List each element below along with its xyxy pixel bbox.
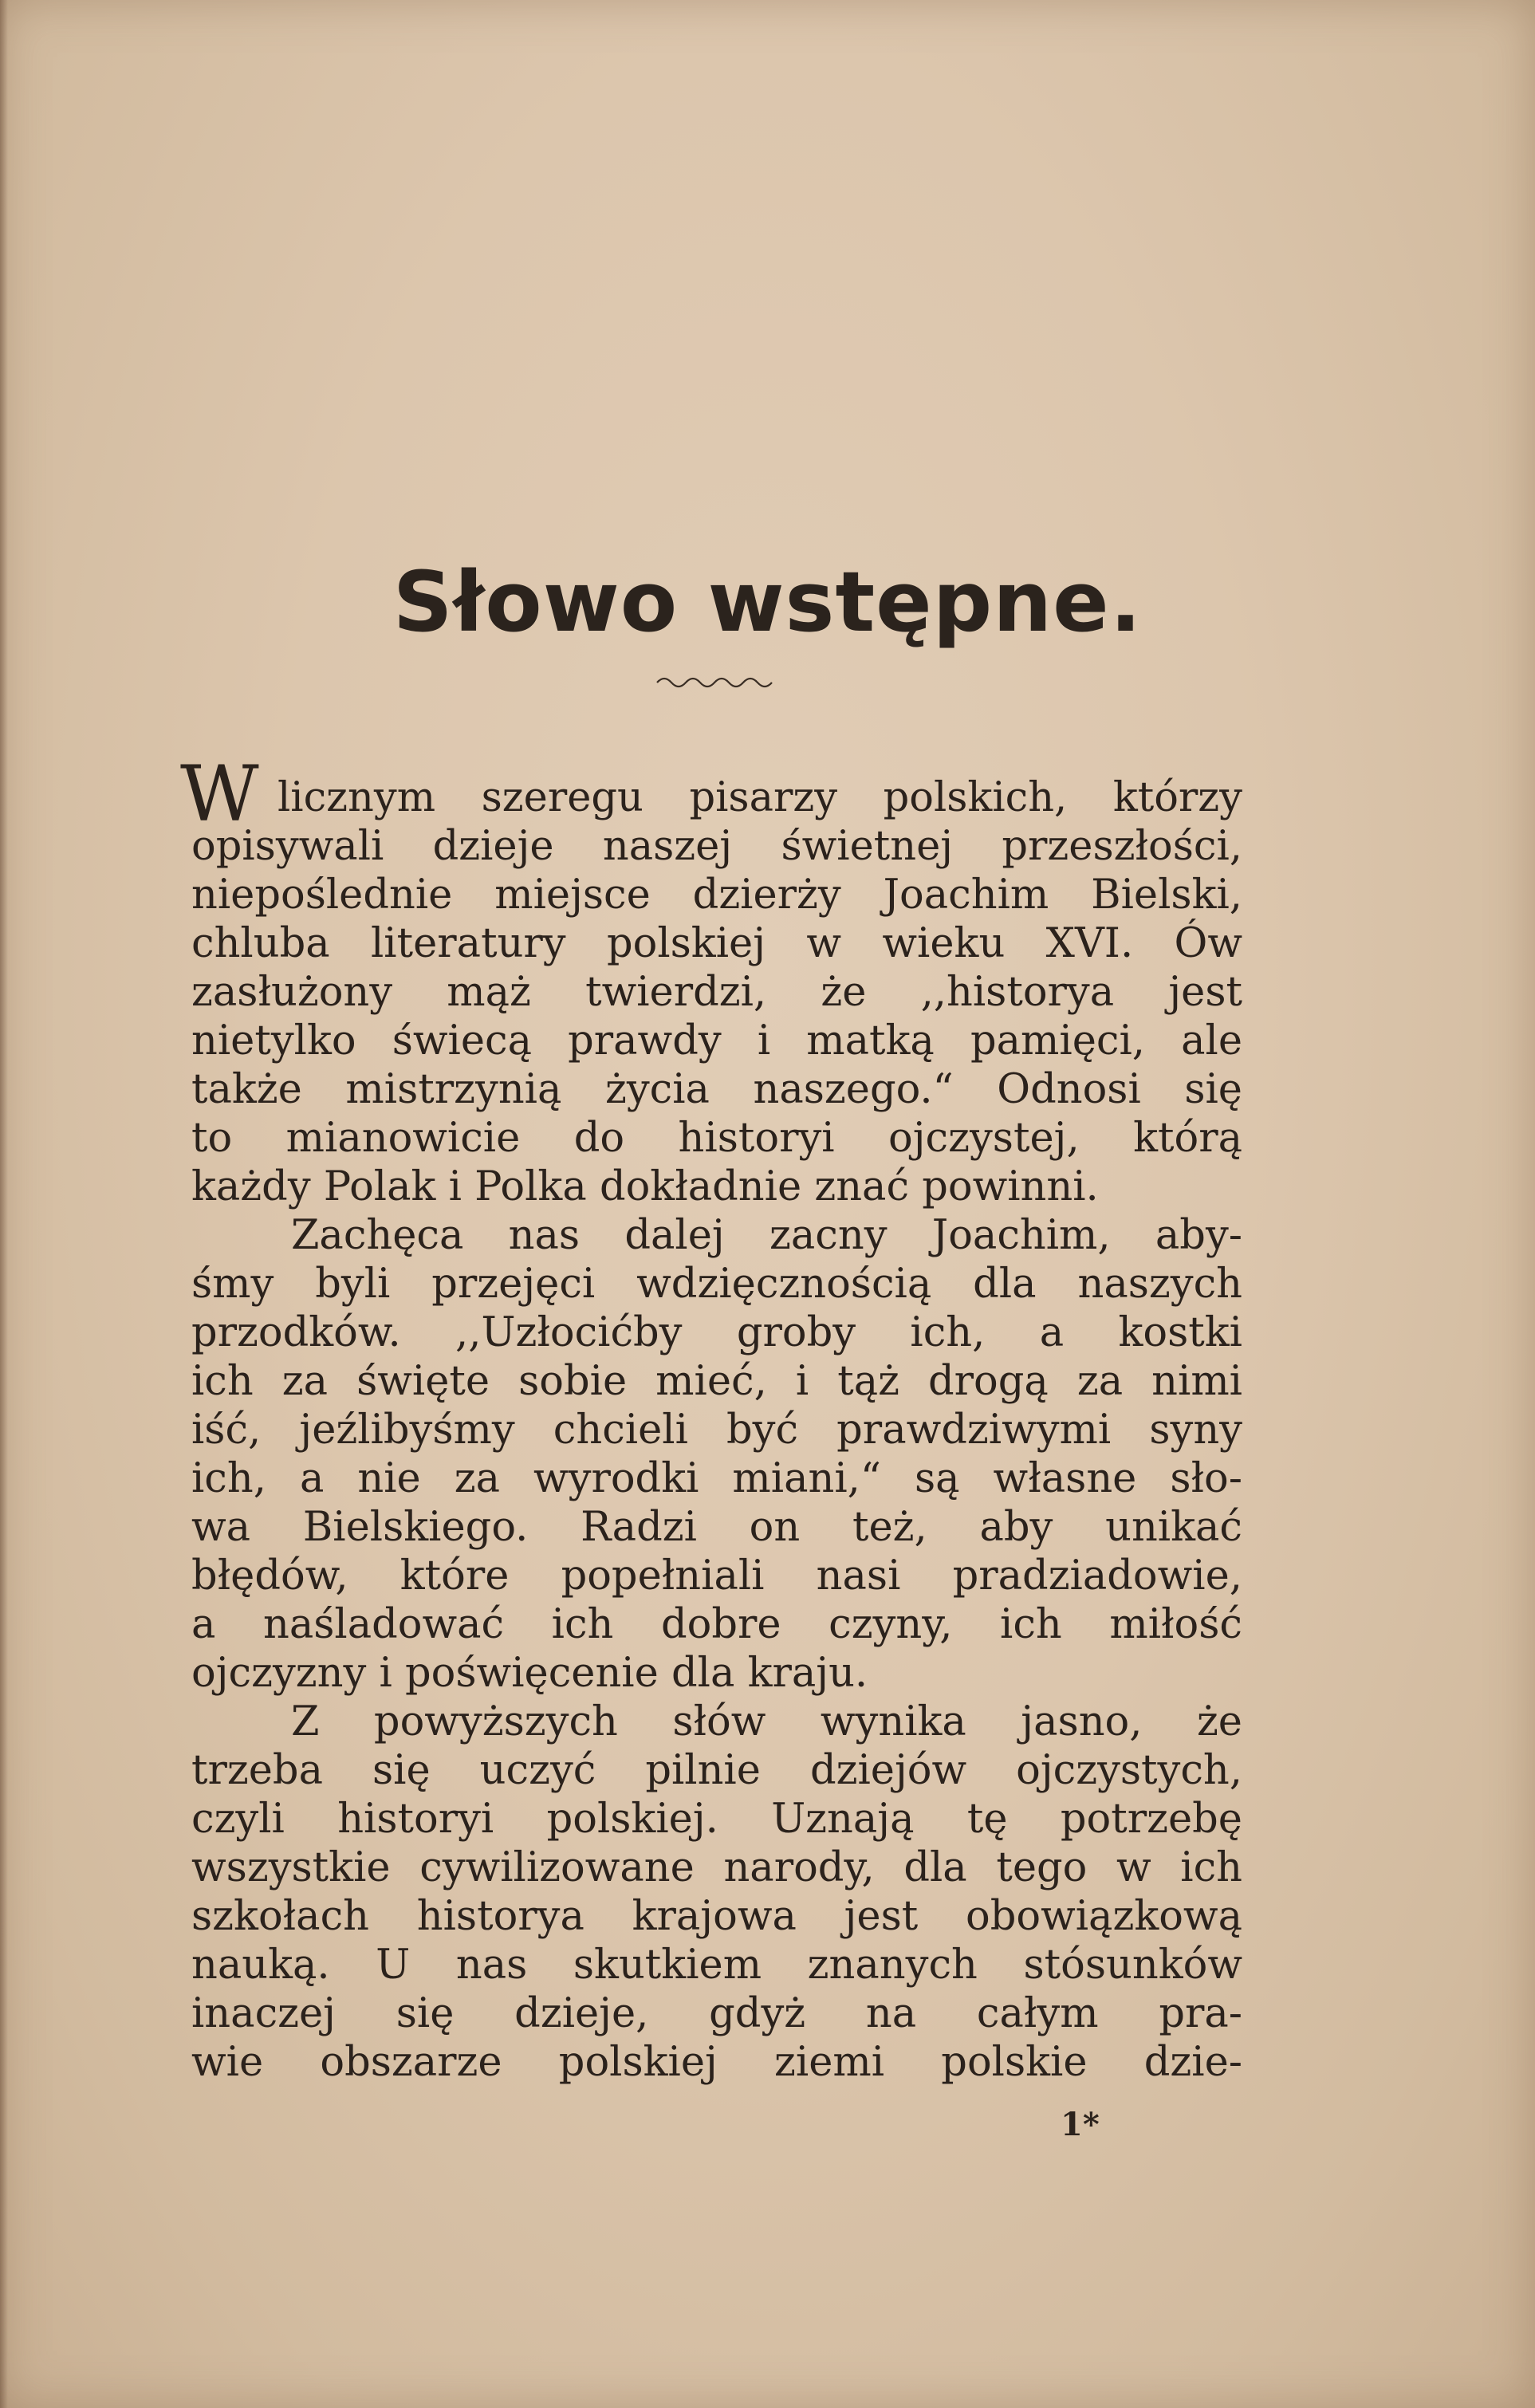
drop-cap: W [180, 750, 259, 839]
text-line: ojczyzny i poświęcenie dla kraju. [191, 1650, 868, 1697]
text-line: a naśladować ich dobre czyny, ich miłość [191, 1601, 1242, 1648]
text-line: wie obszarze polskiej ziemi polskie dzie- [191, 2039, 1242, 2086]
text-line: zasłużony mąż twierdzi, że ,,historya jest [191, 969, 1242, 1016]
text-line: także mistrzynią życia naszego.“ Odnosi się [191, 1066, 1242, 1113]
text-line: trzeba się uczyć pilnie dziejów ojczystych, [191, 1747, 1242, 1794]
text-line: nietylko świecą prawdy i matką pamięci, ale [191, 1017, 1242, 1064]
paragraph [191, 1211, 1242, 1698]
text-line: wa Bielskiego. Radzi on też, aby unikać [191, 1504, 1242, 1551]
text-line: chluba literatury polskiej w wieku XVI. Ów [191, 920, 1242, 967]
page-edge-shadow [0, 0, 8, 2408]
text-line: wszystkie cywilizowane narody, dla tego w ich [191, 1844, 1242, 1891]
text-line: Z powyższych słów wynika jasno, że [291, 1698, 1242, 1745]
text-line: ich za święte sobie mieć, i tąż drogą za nimi [191, 1358, 1242, 1405]
text-line: przodków. ,,Uzłocićby groby ich, a kostki [191, 1309, 1242, 1356]
text-line: iść, jeźlibyśmy chcieli być prawdziwymi syny [191, 1407, 1242, 1454]
text-line: nauką. U nas skutkiem znanych stósunków [191, 1942, 1242, 1989]
text-line: śmy byli przejęci wdzięcznością dla naszych [191, 1261, 1242, 1308]
text-line: czyli historyi polskiej. Uznają tę potrzebę [191, 1796, 1242, 1843]
text-line: licznym szeregu pisarzy polskich, którzy [277, 774, 1242, 821]
page-number: 1* [1061, 2106, 1100, 2143]
paragraph [191, 1698, 1242, 2087]
body-text [180, 750, 1242, 2087]
text-line: Zachęca nas dalej zacny Joachim, aby- [291, 1212, 1242, 1259]
text-line: każdy Polak i Polka dokładnie znać powinni. [191, 1163, 1099, 1210]
wavy-ornament-icon [655, 671, 775, 692]
paragraph [180, 750, 1242, 1211]
text-line: szkołach historya krajowa jest obowiązkową [191, 1893, 1242, 1940]
text-line: inaczej się dzieje, gdyż na całym pra- [191, 1990, 1242, 2037]
text-line: ich, a nie za wyrodki miani,“ są własne sło- [191, 1455, 1242, 1502]
text-line: błędów, które popełniali nasi pradziadowie, [191, 1552, 1242, 1599]
text-line: niepoślednie miejsce dzierży Joachim Bielski, [191, 872, 1242, 919]
chapter-heading: Słowo wstępne. [392, 553, 1143, 651]
text-line: opisywali dzieje naszej świetnej przeszłości, [191, 823, 1242, 870]
text-line: to mianowicie do historyi ojczystej, którą [191, 1115, 1242, 1162]
